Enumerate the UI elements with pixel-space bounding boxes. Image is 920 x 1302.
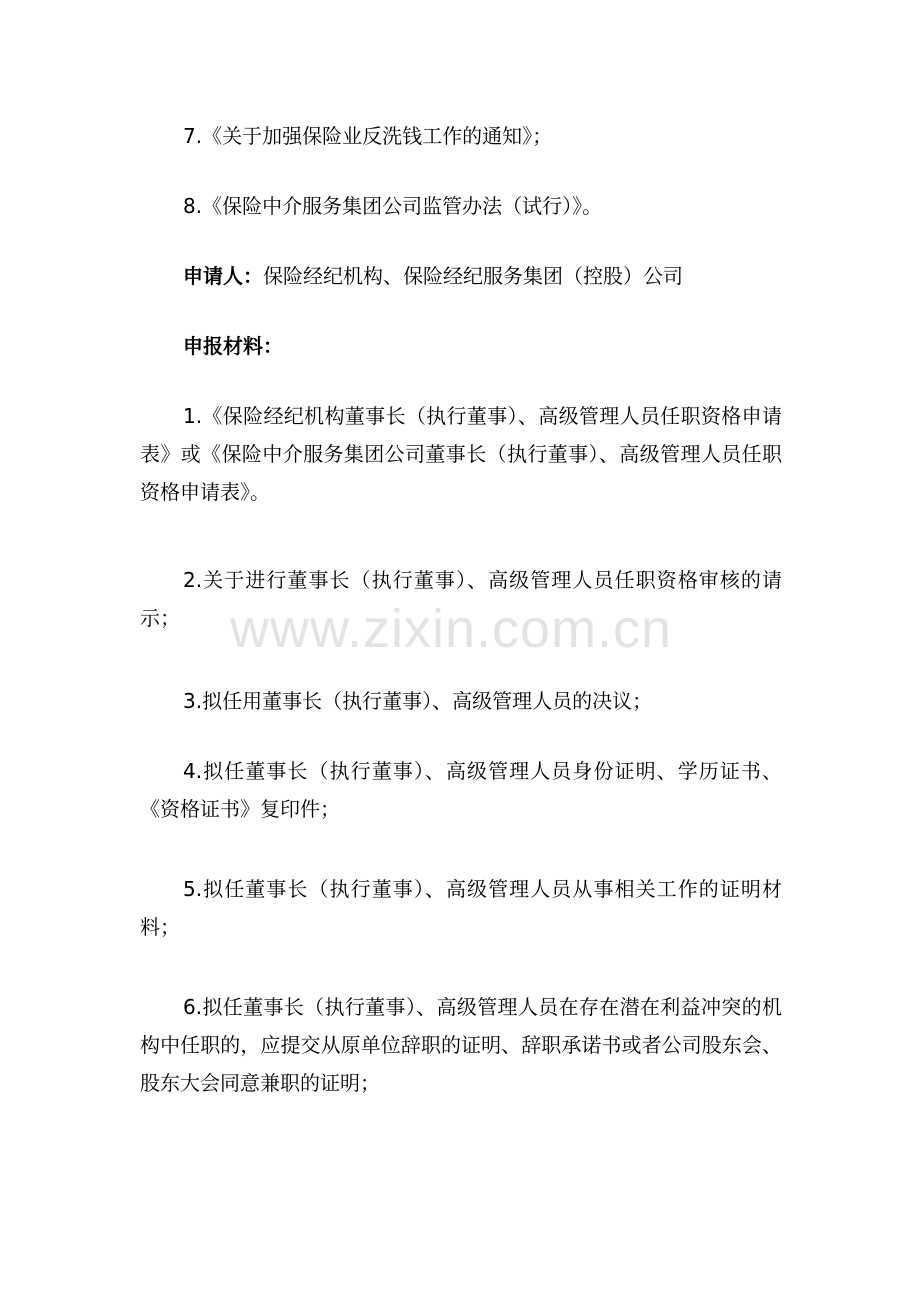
materials-heading: [140, 327, 782, 365]
material-item-2: 2.关于进行董事长（执行董事）、高级管理人员任职资格审核的请示；: [140, 568, 782, 630]
applicant-paragraph: [140, 257, 782, 295]
applicant-text: 保险经纪机构、保险经纪服务集团（控股）公司: [263, 264, 683, 288]
regulation-item-8: 8.《保险中介服务集团公司监管办法（试行）》。: [183, 194, 603, 218]
material-item-6: 6.拟任董事长（执行董事）、高级管理人员在存在潜在利益冲突的机构中任职的，应提交从原单位辞职的证明、辞职承诺书或者公司股东会、股东大会同意兼职的证明；: [140, 995, 782, 1095]
material-item-4: 4.拟任董事长（执行董事）、高级管理人员身份证明、学历证书、《资格证书》复印件；: [140, 759, 782, 821]
applicant-label: 申请人：: [183, 264, 263, 288]
regulation-item-7: 7.《关于加强保险业反洗钱工作的通知》；: [183, 124, 553, 148]
watermark: www.zixin.com.cn: [230, 599, 673, 659]
material-item-5: 5.拟任董事长（执行董事）、高级管理人员从事相关工作的证明材料；: [140, 877, 782, 939]
material-item-3: 3.拟任用董事长（执行董事）、高级管理人员的决议；: [183, 689, 653, 713]
materials-label: 申报材料：: [183, 334, 283, 358]
material-item-1: 1.《保险经纪机构董事长（执行董事）、高级管理人员任职资格申请表》或《保险中介服务集团公司董事长（执行董事）、高级管理人员任职资格申请表》。: [140, 404, 782, 504]
